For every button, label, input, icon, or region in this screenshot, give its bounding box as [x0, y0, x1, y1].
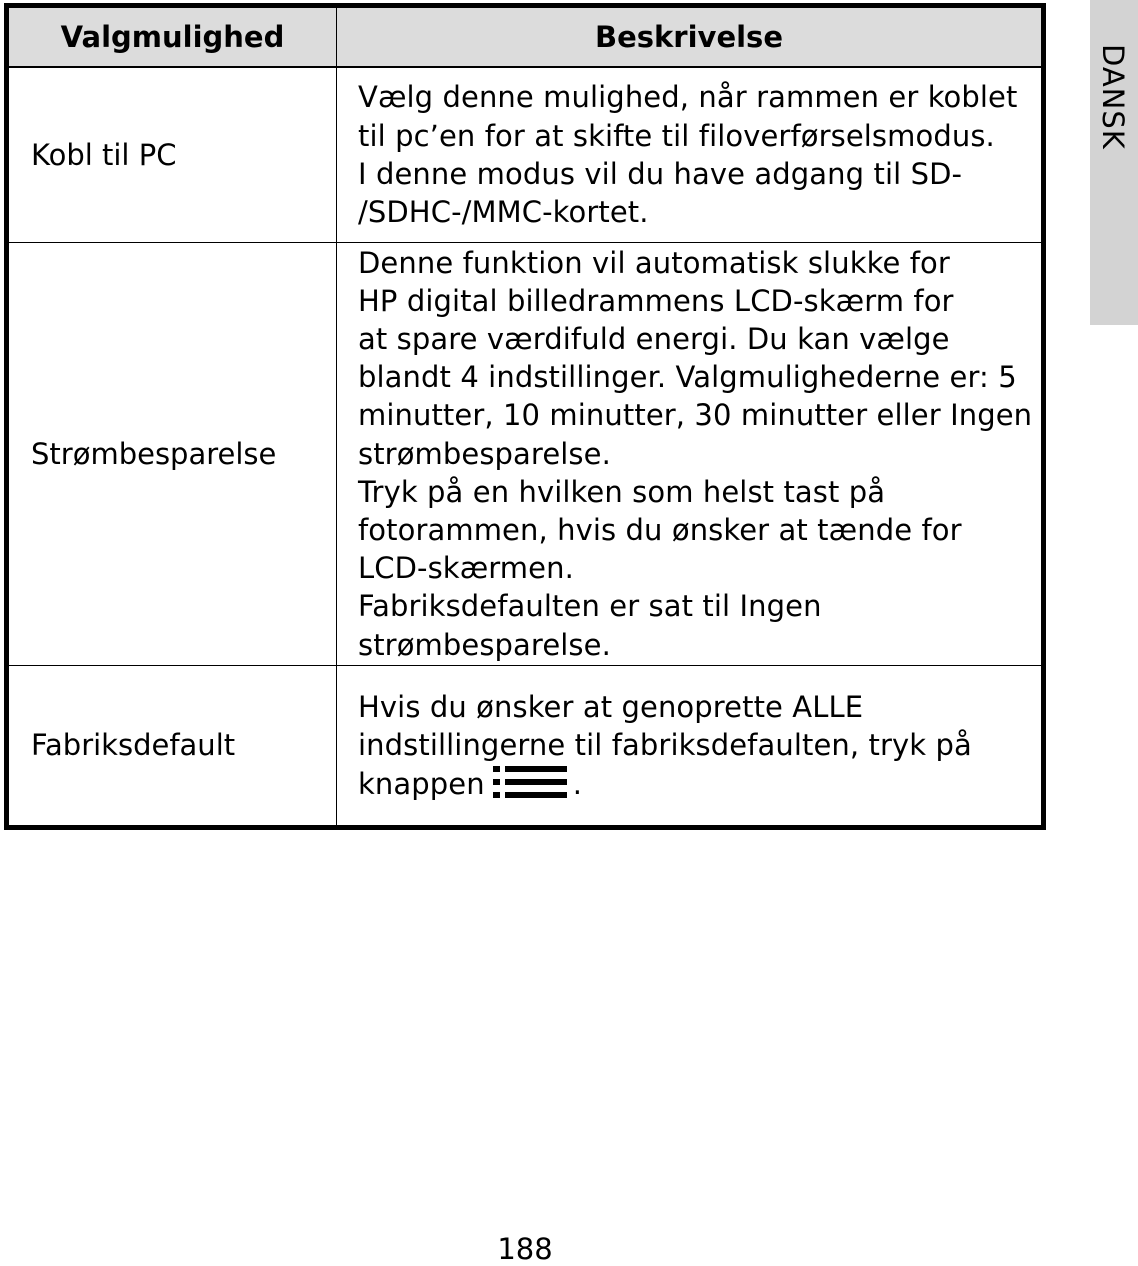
description-line: fotorammen, hvis du ønsker at tænde for: [358, 513, 962, 548]
option-connect-pc: Kobl til PC: [7, 67, 337, 242]
header-description: Beskrivelse: [337, 6, 1044, 68]
description-line: blandt 4 indstillinger. Valgmulighederne er: 5: [358, 360, 1017, 395]
description-line: at spare værdifuld energi. Du kan vælge: [358, 322, 950, 357]
table-header-row: [7, 6, 1044, 68]
header-option: Valgmulighed: [7, 6, 337, 68]
description-connect-pc: [337, 67, 1044, 242]
description-line: I denne modus vil du have adgang til SD-: [358, 156, 963, 191]
option-power-saving: Strømbesparelse: [7, 242, 337, 665]
description-line: minutter, 10 minutter, 30 minutter eller Ingen: [358, 398, 1033, 433]
description-power-saving: [337, 242, 1044, 665]
description-line: Denne funktion vil automatisk slukke for: [358, 245, 950, 280]
table-row-power-saving: [7, 242, 1044, 665]
description-line: Tryk på en hvilken som helst tast på: [358, 474, 886, 509]
description-line: /SDHC-/MMC-kortet.: [358, 195, 649, 229]
description-line-with-icon: [358, 764, 1033, 803]
description-line: strømbesparelse.: [358, 436, 611, 471]
description-line: LCD-skærmen.: [358, 551, 574, 586]
language-tab-label: DANSK: [1096, 44, 1130, 150]
table-row-factory-default: [7, 665, 1044, 827]
description-line: indstillingerne til fabriksdefaulten, tryk på: [358, 727, 972, 762]
page-number: 188: [497, 1232, 553, 1266]
table-row-connect-pc: [7, 67, 1044, 242]
sentence-period: .: [572, 767, 583, 802]
description-line: strømbesparelse.: [358, 627, 611, 662]
button-word: knappen: [358, 767, 485, 802]
description-line: HP digital billedrammens LCD-skærm for: [358, 283, 954, 318]
description-factory-default: [337, 665, 1044, 827]
description-line: Fabriksdefaulten er sat til Ingen: [358, 589, 822, 624]
option-factory-default: Fabriksdefault: [7, 665, 337, 827]
description-line: Hvis du ønsker at genoprette ALLE: [358, 689, 864, 724]
description-line: Vælg denne mulighed, når rammen er koblet: [358, 80, 1018, 115]
menu-button-icon: [493, 764, 567, 800]
options-table: [4, 3, 1046, 830]
description-line: til pc’en for at skifte til filoverførselsmodus.: [358, 118, 995, 153]
